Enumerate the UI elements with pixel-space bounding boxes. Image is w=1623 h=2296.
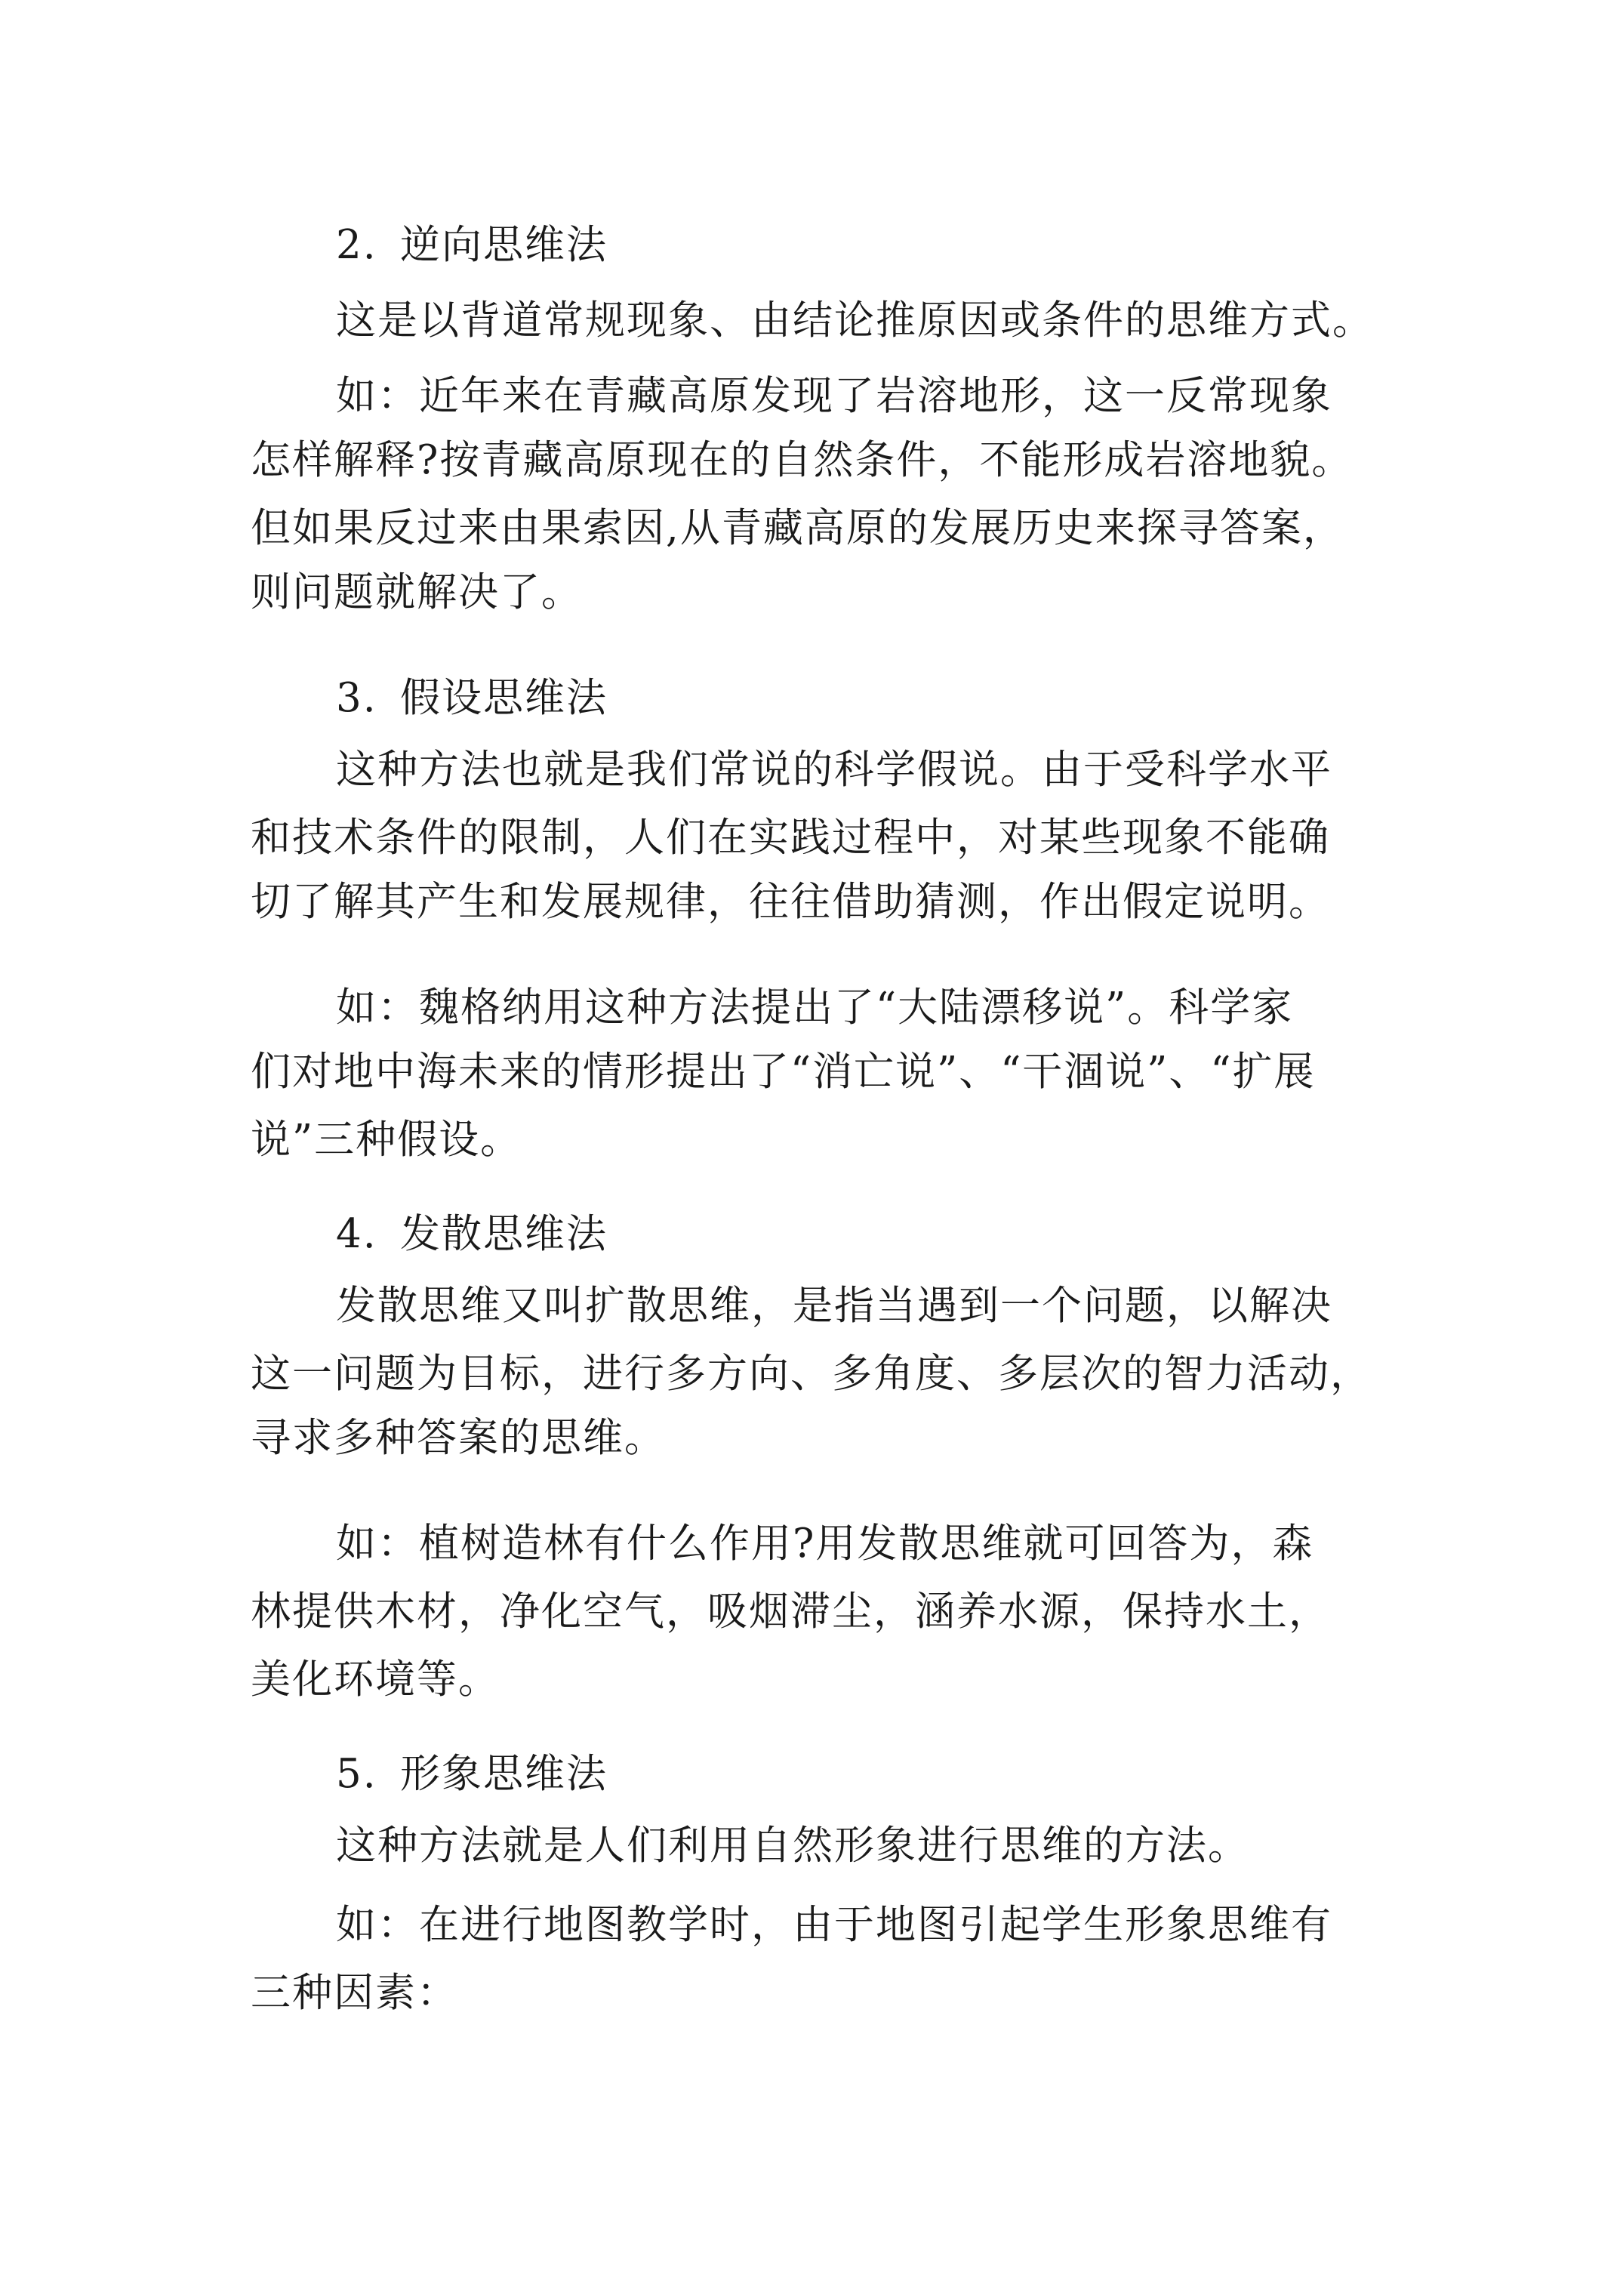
paragraph-line: 这种方法也就是我们常说的科学假说。由于受科学水平 [336,747,1332,793]
paragraph-line: 如：魏格纳用这种方法提出了“大陆漂移说”。科学家 [336,985,1294,1031]
heading-number: 5. [336,1751,377,1797]
heading-number: 3. [336,675,377,721]
heading-text: 形象思维法 [400,1751,608,1797]
paragraph-line: 们对地中海未来的情形提出了“消亡说”、“干涸说”、“扩展 [251,1049,1316,1095]
paragraph-line: 寻求多种答案的思维。 [251,1415,666,1461]
paragraph-line: 发散思维又叫扩散思维，是指当遇到一个问题，以解决 [336,1283,1332,1329]
heading-text: 发散思维法 [400,1211,608,1257]
heading-text: 逆向思维法 [400,222,608,268]
heading-number: 4. [336,1211,377,1257]
paragraph-line: 则问题就解决了。 [251,569,583,615]
paragraph-line: 说”三种假设。 [251,1117,522,1163]
paragraph-line: 三种因素： [251,1970,458,2016]
paragraph-line: 怎样解释?按青藏高原现在的自然条件，不能形成岩溶地貌。 [251,437,1354,483]
section-heading-4 [336,1208,608,1261]
section-heading-3 [336,672,608,725]
section-heading-5 [336,1748,608,1801]
paragraph-line: 和技术条件的限制，人们在实践过程中，对某些现象不能确 [251,815,1330,861]
paragraph-line: 这种方法就是人们利用自然形象进行思维的方法。 [336,1823,1249,1869]
paragraph-line: 如：近年来在青藏高原发现了岩溶地形，这一反常现象 [336,373,1332,419]
paragraph-line: 切了解其产生和发展规律，往往借助猜测，作出假定说明。 [251,879,1330,925]
heading-text: 假设思维法 [400,675,608,721]
paragraph-line: 美化环境等。 [251,1657,500,1703]
paragraph-line: 这一问题为目标，进行多方向、多角度、多层次的智力活动， [251,1351,1372,1397]
paragraph-line: 如：在进行地图教学时，由于地图引起学生形象思维有 [336,1902,1332,1948]
paragraph-line: 这是以背道常规现象、由结论推原因或条件的思维方式。 [336,297,1374,344]
section-heading-2 [336,219,608,272]
paragraph-line: 如：植树造林有什么作用?用发散思维就可回答为，森 [336,1521,1314,1567]
paragraph-line: 但如果反过来由果索因,从青藏高原的发展历史来探寻答案， [251,505,1344,551]
heading-number: 2. [336,222,377,268]
paragraph-line: 林提供木材，净化空气，吸烟滞尘，涵养水源，保持水土， [251,1589,1330,1635]
